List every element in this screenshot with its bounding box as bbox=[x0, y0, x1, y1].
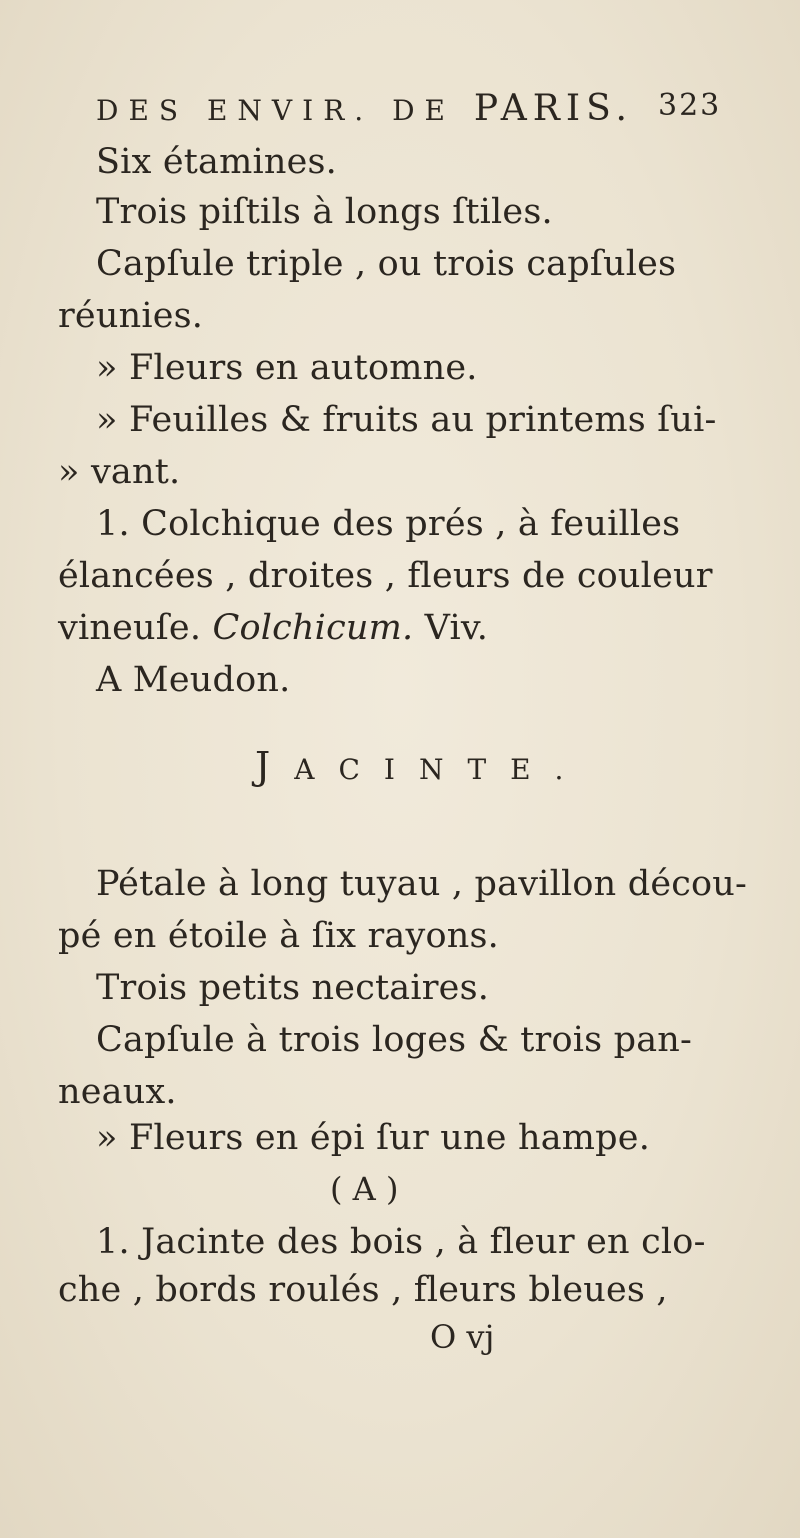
signature-mark: O vj bbox=[430, 1318, 495, 1356]
text-line-1: Six étamines. bbox=[96, 142, 338, 182]
text-line-5: » Fleurs en automne. bbox=[96, 348, 478, 388]
text-line-15: Capſule à trois loges & trois pan- bbox=[96, 1020, 693, 1060]
subsection-marker: ( A ) bbox=[330, 1170, 399, 1208]
text-line-4: réunies. bbox=[58, 296, 204, 336]
text-line-13: pé en étoile à ſix rayons. bbox=[58, 916, 499, 956]
text-line-16: neaux. bbox=[58, 1072, 177, 1112]
text-viv: Viv. bbox=[424, 608, 489, 648]
text-line-10 bbox=[58, 608, 488, 648]
section-rest: ACINTE. bbox=[294, 753, 588, 786]
text-line-11: A Meudon. bbox=[96, 660, 291, 700]
text-line-3: Capſule triple , ou trois capſules bbox=[96, 244, 677, 284]
running-title-part2: PARIS. bbox=[473, 88, 633, 129]
text-line-19: che , bords roulés , fleurs bleues , bbox=[58, 1270, 668, 1310]
text-line-17: » Fleurs en épi ſur une hampe. bbox=[96, 1118, 651, 1158]
page-number: 323 bbox=[658, 88, 722, 123]
text-line-8: 1. Colchique des prés , à feuilles bbox=[96, 504, 681, 544]
text-line-7: » vant. bbox=[58, 452, 181, 492]
running-header bbox=[96, 88, 736, 129]
latin-name-colchicum: Colchicum. bbox=[212, 608, 414, 648]
section-initial: J bbox=[255, 744, 295, 788]
text-vineuse: vineuſe. bbox=[58, 608, 202, 648]
text-line-12: Pétale à long tuyau , pavillon décou- bbox=[96, 864, 748, 904]
text-line-14: Trois petits nectaires. bbox=[96, 968, 490, 1008]
text-line-2: Trois piſtils à longs ſtiles. bbox=[96, 192, 553, 232]
text-line-6: » Feuilles & fruits au printems ſui- bbox=[96, 400, 717, 440]
text-line-9: élancées , droites , fleurs de couleur bbox=[58, 556, 713, 596]
text-line-18: 1. Jacinte des bois , à fleur en clo- bbox=[96, 1222, 706, 1262]
running-title-part1: DES ENVIR. DE bbox=[96, 94, 455, 127]
section-title-jacinte bbox=[255, 744, 587, 788]
